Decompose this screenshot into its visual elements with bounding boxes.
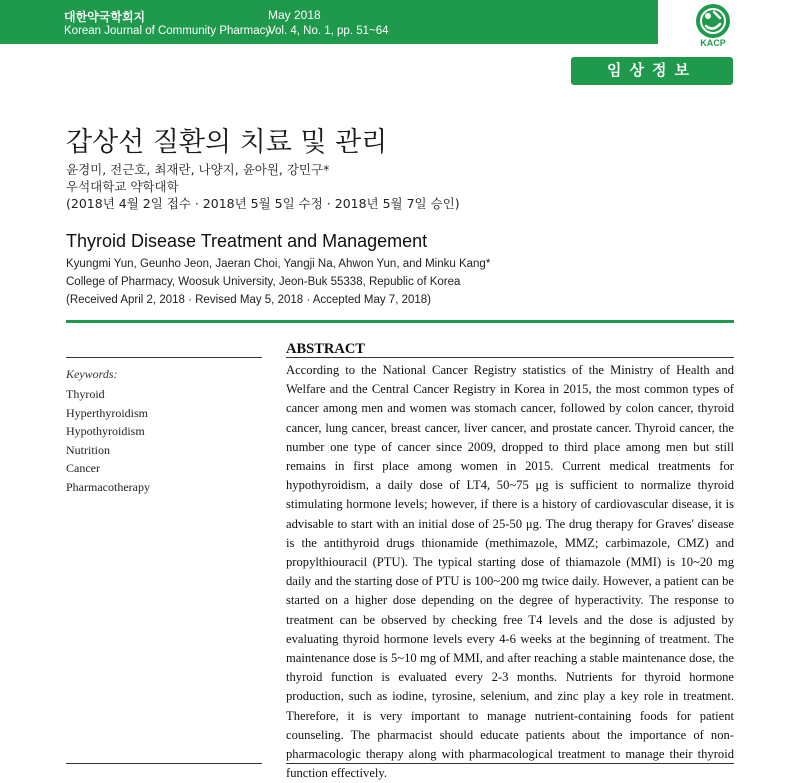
journal-header-bar xyxy=(0,0,658,44)
keywords-top-rule xyxy=(66,357,262,358)
issue-volume: Vol. 4, No. 1, pp. 51~64 xyxy=(268,25,389,37)
keywords-heading: Keywords: xyxy=(66,367,118,381)
header-divider xyxy=(66,320,734,323)
keyword-item: Thyroid xyxy=(66,387,105,401)
english-authors: Kyungmi Yun, Geunho Jeon, Jaeran Choi, Yangji Na, Ahwon Yun, and Minku Kang* xyxy=(66,258,491,270)
korean-dates: (2018년 4월 2일 접수 · 2018년 5월 5일 수정 · 2018년 5월 7일 승인) xyxy=(66,196,460,211)
issue-date: May 2018 xyxy=(268,8,321,22)
abstract-heading: ABSTRACT xyxy=(286,341,365,357)
english-dates: (Received April 2, 2018 · Revised May 5, 2018 · Accepted May 7, 2018) xyxy=(66,294,432,306)
korean-title: 갑상선 질환의 치료 및 관리 xyxy=(66,127,388,158)
keywords-list xyxy=(66,385,150,497)
keywords-bottom-rule xyxy=(66,763,262,764)
pharmacy-emblem-icon xyxy=(686,2,740,40)
korean-affiliation: 우석대학교 약학대학 xyxy=(66,179,179,194)
section-badge: 임상정보 xyxy=(571,57,733,85)
keyword-item: Cancer xyxy=(66,461,100,476)
logo-text: KACP xyxy=(700,38,726,48)
journal-name-english: Korean Journal of Community Pharmacy xyxy=(64,25,272,37)
keyword-item: Nutrition xyxy=(66,442,110,457)
keyword-item: Hyperthyroidism xyxy=(66,405,148,420)
english-affiliation: College of Pharmacy, Woosuk University, Jeon-Buk 55338, Republic of Korea xyxy=(66,276,461,288)
abstract-text: According to the National Cancer Registry statistics of the Ministry of Health and Welfare and the Central Cancer Registry in Korea in 2015, the most common types of cancer among men and women was stomach cancer, followed by colon cancer, thyroid cancer, lung cancer, breast cancer, liver cancer, and prostate cancer. Thyroid cancer, the number one type of cancer since 2009, dropped to third place among men but still remains in first place among women in 2015. Current medical treatments for hypothyroidism, a daily dose of LT4, 50~75 μg is sufficient to normalize thyroid stimulating hormone levels; however, if there is a history of cardiovascular disease, it is advisable to start with an initial dose of 25-50 μg. The drug therapy for Graves' disease is the antithyroid drugs thionamide (methimazole, MMZ; carbimazole, CMZ) and propylthiouracil (PTU). The typical starting dose of thiamazole (MMI) is 10~20 mg daily and the starting dose of PTU is 100~200 mg twice daily. However, a patient can be started on a higher dose depending on the degree of hyperactivity. The response to treatment can be observed by checking free T4 levels and the dose is adjusted by evaluating thyroid hormone levels every 4-6 weeks at the beginning of treatment. The maintenance dose is 5~10 mg of MMI, and after reaching a stable maintenance dose, the thyroid function is evaluated every 2-3 months. Nutrients for thyroid hormone production, such as iodine, tyrosine, selenium, and zinc play a key role in treatment. Therefore, it is very important to manage nutrient-containing foods for patient counseling. The pharmacist should educate patients about the importance of non-pharmacologic therapy along with pharmacological treatment to manage their thyroid function effectively. xyxy=(286,363,734,781)
keyword-item: Hypothyroidism xyxy=(66,424,145,439)
journal-name-korean: 대한약국학회지 xyxy=(64,10,146,24)
keyword-item: Pharmacotherapy xyxy=(66,479,150,494)
abstract-top-rule xyxy=(286,357,734,358)
english-title: Thyroid Disease Treatment and Management xyxy=(66,231,428,251)
kacp-logo xyxy=(686,2,740,52)
abstract-bottom-rule xyxy=(286,763,734,764)
korean-authors: 윤경미, 전근호, 최재란, 나양지, 윤아원, 강민구* xyxy=(66,162,330,177)
